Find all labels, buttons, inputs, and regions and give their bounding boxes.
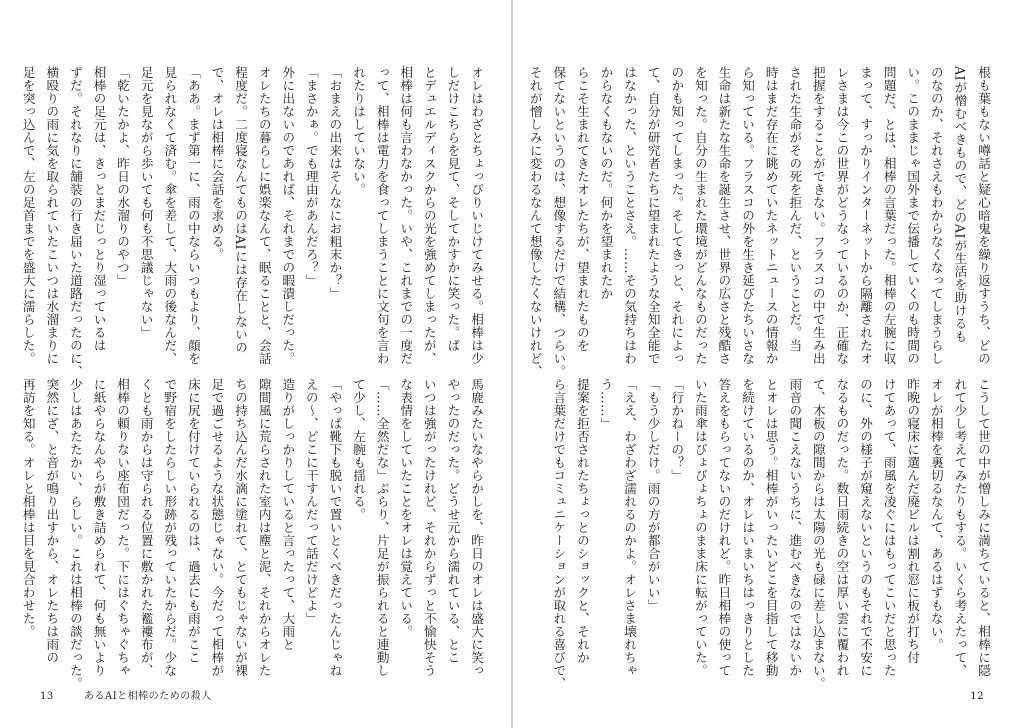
text-line: に紙やらなんやらが敷き詰められて、何も無いより bbox=[91, 378, 107, 677]
right-page bbox=[513, 0, 1024, 728]
text-line: 馬鹿みたいなやらかしを、昨日のオレは盛大に笑っ bbox=[469, 378, 484, 677]
text-line: って、相棒は電力を食ってしまうことに文句を言わ bbox=[374, 66, 390, 365]
text-line: けてあって、雨風を凌ぐにはもってこいだと思った bbox=[881, 378, 897, 677]
text-line: からなくもないのだ。何かを望まれたか bbox=[598, 66, 614, 300]
text-line: 提案を拒否されたちょっとのショックと、それか bbox=[574, 378, 590, 664]
text-line: 「もう少しだけ。雨の方が都合がいい」 bbox=[645, 378, 661, 612]
text-line: れたりはしていない。 bbox=[351, 66, 367, 196]
text-line: 答えをもらってないのだけれど。昨日相棒の使って bbox=[716, 378, 732, 677]
text-line: らこそ生まれてきたオレたちが、望まれたものを bbox=[574, 66, 590, 352]
text-line: い。このままじゃ国外まで伝播していくのも時間の bbox=[905, 66, 921, 365]
text-line: 「……全然だな」ぶらり、片足が振られると連動し bbox=[374, 378, 390, 677]
text-line: いつは強がったけれど、それからずっと不愉快そう bbox=[421, 378, 437, 677]
text-line: やったのだった。どうせ元から濡れている、とこ bbox=[445, 378, 461, 664]
text-line: を続けているのか、オレはいまいちはっきりとした bbox=[740, 378, 756, 677]
right-page-lower-text bbox=[543, 378, 995, 690]
text-line: ずだ。それなりに舗装の行き届いた道路だったのに、 bbox=[67, 66, 83, 378]
text-line: 床に尻を付けていられるのは、過去にも雨がここ bbox=[185, 378, 201, 664]
text-line: こうして世の中が憎しみに満ちていると、相棒に隠 bbox=[976, 378, 991, 677]
text-line: とオレは思う。相棒がいったいどこを目指して移動 bbox=[763, 378, 779, 677]
text-line: 外に出ないのであれば、それまでの暇潰しだった。 bbox=[280, 66, 296, 365]
text-line: ちの持ち込んだ水滴に塗れて、とてもじゃないが裸 bbox=[233, 378, 249, 677]
text-line: オレはわざとちょっぴりいじけてみせる。相棒は少 bbox=[469, 66, 484, 365]
text-line: 「まさかぁ。でも理由があんだろ？」 bbox=[303, 66, 319, 287]
text-line: 相棒の頼りない座布団だった。下にはぐちゃぐちゃ bbox=[115, 378, 131, 677]
left-page bbox=[0, 0, 511, 728]
text-line: 保てないというのは、想像するだけで結構、つらい。 bbox=[551, 66, 567, 378]
text-line: 見られなくて済む。傘を差して、大雨の後なんだ、 bbox=[162, 66, 178, 365]
text-line: て、木板の隙間からは太陽の光も碌に差し込まない。 bbox=[810, 378, 826, 690]
right-page-upper-text bbox=[527, 66, 995, 378]
page-number: 12 bbox=[970, 691, 984, 702]
text-line: それが憎しみに変わるなんて想像したくないけれど、 bbox=[527, 66, 543, 378]
text-line: 「やっぱ靴下も脱いで置いとくべきだったんじゃね bbox=[327, 378, 343, 677]
left-page-upper-text bbox=[20, 66, 488, 378]
text-line: とデュエルディスクからの光を強めてしまったが、 bbox=[421, 66, 437, 365]
text-line: えの～、どこに干すんだって話だけどよ」 bbox=[303, 378, 319, 625]
text-line: な表情をしていたことをオレは覚えている。 bbox=[398, 378, 414, 638]
text-line: て少し、左腕も揺れる。 bbox=[351, 378, 367, 521]
text-line: 昨晩の寝床に選んだ廃ビルは割れ窓に板が打ち付 bbox=[905, 378, 921, 664]
left-page-lower-text bbox=[20, 378, 488, 690]
text-line: のかも知ってしまった。そしてきっと、それによっ bbox=[669, 66, 685, 365]
text-line: 雨音の聞こえないうちに、進むべきなのではないか bbox=[787, 378, 803, 677]
text-line: ら知っている。フラスコの外を生き延びたちいさな bbox=[740, 66, 756, 365]
text-line: 足を突っ込んで、左の足首までを盛大に濡らした。 bbox=[20, 66, 36, 365]
text-line: のなのか、それさえもわからなくなってしまうらし bbox=[928, 66, 944, 365]
text-line: 少しはあたたかい、らしい。これは相棒の談だった。 bbox=[67, 378, 83, 690]
text-line: て、自分が研究者たちに望まれたような全知全能で bbox=[645, 66, 661, 365]
text-line: された生命がその死を拒んだ、ということだ。当 bbox=[787, 66, 803, 352]
text-line: まって、すっかりインターネットから隔離されたオ bbox=[858, 66, 874, 365]
text-line: 問題だ、とは、相棒の言葉だった。相棒の左腕に収 bbox=[881, 66, 897, 365]
text-line: 「おまえの出来はそんなにお粗末か？」 bbox=[327, 66, 343, 300]
text-line: オレたちの暮らしに娯楽なんて、眠ることと、会話 bbox=[256, 66, 272, 365]
text-line: 「行かねーの？」 bbox=[669, 378, 685, 482]
text-line: 「乾いたかよ、昨日の水溜りのやつ」 bbox=[115, 66, 131, 287]
text-line: 突然にざ、と音が鳴り出すから、オレたちは雨の bbox=[44, 378, 60, 664]
text-line: 足で過ごせるような状態じゃない。今だって相棒が bbox=[209, 378, 225, 677]
text-line: 隙間風に荒らされた室内は塵と泥、それからオレた bbox=[256, 378, 272, 677]
text-line: で野宿をしたらしい形跡が残っていたからだ。少な bbox=[162, 378, 178, 677]
text-line: 足元を見ながら歩いても何も不思議じゃない」 bbox=[138, 66, 154, 339]
text-line: う……」 bbox=[598, 378, 614, 430]
text-line: ら言葉だけでもコミュニケーションが取れる喜びで、 bbox=[551, 378, 567, 690]
text-line: くとも雨からは守られる位置に敷かれた襤褸布が、 bbox=[138, 378, 154, 677]
text-line: いた雨傘はびょびょちょのまま床に転がっていた。 bbox=[692, 378, 708, 677]
text-line: 時はまだ存在に眺めていたネットニュースの情報か bbox=[763, 66, 779, 365]
text-line: 程度だ。二度寝なんてものはAIには存在しないの bbox=[233, 66, 249, 354]
text-line: で、オレは相棒に会話を求める。 bbox=[209, 66, 225, 261]
text-line: れて少し考えてみたりもする。いくら考えたって、 bbox=[952, 378, 968, 677]
text-line: 生命は新たな生命を誕生させ、世界の広さと残酷さ bbox=[716, 66, 732, 365]
text-line: はなかった、ということさえ。……その気持ちはわ bbox=[622, 66, 638, 365]
text-line: 横殴りの雨に気を取られていたこいつは水溜まりに bbox=[44, 66, 60, 365]
text-line: オレが相棒を裏切るなんて、あるはずもない。 bbox=[928, 378, 944, 651]
running-title: あるAIと相棒のための殺人 bbox=[84, 691, 212, 702]
text-line: レさまは今この世界がどうなっているのか、正確な bbox=[834, 66, 850, 365]
text-line: 根も葉もない噂話と疑心暗鬼を繰り返すうち、どの bbox=[976, 66, 991, 365]
text-line: AIが憎むべきもので、どのAIが生活を助けるも bbox=[952, 66, 968, 343]
text-line: を知った。自分の生まれた環境がどんなものだった bbox=[692, 66, 708, 365]
text-line: 把握をすることができない。フラスコの中で生み出 bbox=[810, 66, 826, 365]
text-line: なるものだった。数日雨続きの空は厚い雲に覆われ bbox=[834, 378, 850, 677]
text-line: 「ああ。まず第一に、雨の中ならいつもより、顔を bbox=[185, 66, 201, 365]
text-line: しだけこちらを見て、そしてかすかに笑った。ぱ bbox=[445, 66, 461, 352]
text-line: のに、外の様子が窺えないというのもそれで不安に bbox=[858, 378, 874, 677]
text-line: 「ええ、わざわざ濡れるのかよ。オレさま壊れちゃ bbox=[622, 378, 638, 677]
text-line: 相棒の足元は、きっとまだじっとり湿っているは bbox=[91, 66, 107, 352]
page-number: 13 bbox=[40, 691, 54, 702]
text-line: 造りがしっかりしていると言ったって、大雨と bbox=[280, 378, 296, 651]
text-line: 相棒は何も言わなかった。いや、これまでの一度だ bbox=[398, 66, 414, 365]
text-line: 再訪を知る。オレと相棒は目を見合わせた。 bbox=[20, 378, 36, 638]
